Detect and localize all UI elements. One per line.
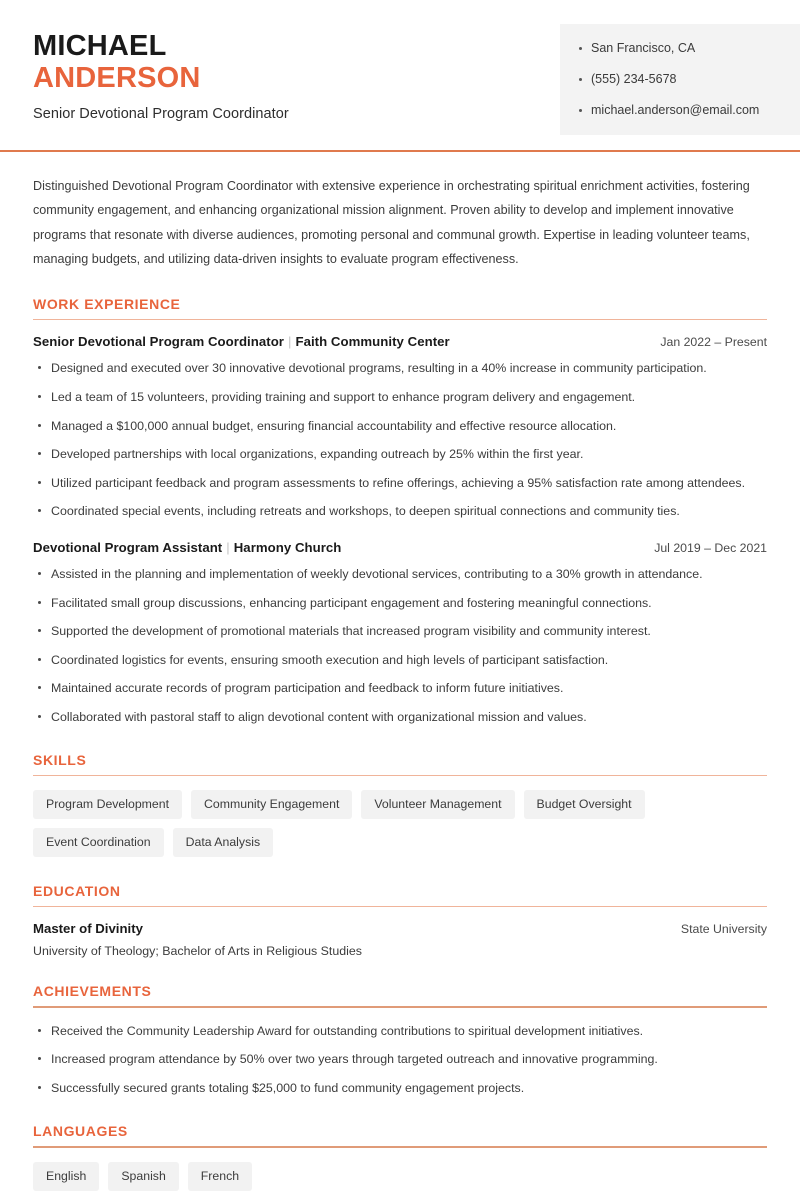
section-rule-achievements (33, 1006, 767, 1008)
experience-title-line (33, 334, 450, 349)
language-tag: English (33, 1162, 99, 1191)
section-achievements (33, 983, 767, 1097)
skill-tag: Event Coordination (33, 828, 164, 857)
achievement-bullets (33, 1022, 767, 1098)
skills-tag-list (33, 790, 767, 857)
contact-list (578, 40, 786, 119)
education-detail: University of Theology; Bachelor of Arts in Religious Studies (33, 944, 362, 959)
education-degree: Master of Divinity (33, 921, 143, 937)
education-entry (33, 921, 767, 958)
experience-separator: | (226, 539, 230, 555)
education-school: State University (680, 922, 767, 937)
contact-item-location: San Francisco, CA (578, 40, 786, 57)
experience-bullet: Supported the development of promotional materials that increased program visibility and community interest. (33, 622, 767, 641)
experience-bullets (33, 359, 767, 521)
skill-tag: Volunteer Management (361, 790, 514, 819)
experience-bullet: Led a team of 15 volunteers, providing training and support to enhance program delivery and engagement. (33, 388, 767, 407)
section-skills (33, 752, 767, 857)
languages-tag-list (33, 1162, 767, 1191)
experience-role: Senior Devotional Program Coordinator (33, 334, 284, 350)
skill-tag: Budget Oversight (524, 790, 645, 819)
contact-item-phone[interactable]: (555) 234-5678 (578, 71, 786, 88)
section-work-experience (33, 296, 767, 727)
language-tag: Spanish (108, 1162, 178, 1191)
experience-role: Devotional Program Assistant (33, 539, 223, 555)
experience-dates: Jan 2022 – Present (660, 335, 767, 350)
achievement-bullet: Received the Community Leadership Award for outstanding contributions to spiritual development initiatives. (33, 1022, 767, 1041)
skill-tag: Community Engagement (191, 790, 352, 819)
section-education (33, 883, 767, 959)
experience-entry-head (33, 334, 767, 349)
experience-bullet: Facilitated small group discussions, enhancing participant engagement and fostering meaningful connections. (33, 594, 767, 613)
education-entry-head (33, 921, 767, 936)
experience-company: Faith Community Center (295, 334, 450, 350)
experience-bullet: Maintained accurate records of program participation and feedback to inform future initiatives. (33, 679, 767, 698)
experience-bullet: Developed partnerships with local organizations, expanding outreach by 25% within the first year. (33, 445, 767, 464)
experience-bullet: Coordinated logistics for events, ensuring smooth execution and high levels of participant satisfaction. (33, 651, 767, 670)
section-rule-skills (33, 775, 767, 777)
resume-header (0, 0, 800, 135)
experience-bullets (33, 565, 767, 727)
section-rule-languages (33, 1146, 767, 1148)
experience-title-line (33, 540, 341, 555)
experience-bullet: Assisted in the planning and implementation of weekly devotional services, contributing to a 30% growth in attendance. (33, 565, 767, 584)
name-first: MICHAEL (33, 30, 167, 62)
section-title-work-experience: WORK EXPERIENCE (33, 295, 181, 312)
achievement-bullet: Increased program attendance by 50% over two years through targeted outreach and innovative programming. (33, 1050, 767, 1069)
skill-tag: Data Analysis (173, 828, 274, 857)
experience-bullet: Coordinated special events, including retreats and workshops, to deepen spiritual connections and community ties. (33, 502, 767, 521)
experience-bullet: Designed and executed over 30 innovative devotional programs, resulting in a 40% increase in community participation. (33, 359, 767, 378)
experience-bullet: Managed a $100,000 annual budget, ensuring financial accountability and effective resource allocation. (33, 417, 767, 436)
candidate-job-title: Senior Devotional Program Coordinator (33, 105, 289, 122)
section-title-skills: SKILLS (33, 751, 87, 768)
header-divider (0, 150, 800, 152)
section-title-languages: LANGUAGES (33, 1123, 128, 1140)
candidate-name (33, 30, 560, 95)
experience-company: Harmony Church (233, 539, 342, 555)
section-title-achievements: ACHIEVEMENTS (33, 983, 152, 1000)
contact-item-email[interactable]: michael.anderson@email.com (578, 102, 786, 119)
achievement-bullet: Successfully secured grants totaling $25,000 to fund community engagement projects. (33, 1079, 767, 1098)
experience-entry (33, 334, 767, 521)
section-languages (33, 1123, 767, 1190)
name-last: ANDERSON (33, 62, 201, 95)
resume-content (0, 174, 800, 1191)
language-tag: French (188, 1162, 252, 1191)
section-title-education: EDUCATION (33, 882, 121, 899)
section-rule-work-experience (33, 319, 767, 321)
contact-box (560, 24, 800, 135)
section-rule-education (33, 906, 767, 908)
experience-separator: | (287, 334, 292, 350)
experience-bullet: Collaborated with pastoral staff to align devotional content with organizational mission and values. (33, 708, 767, 727)
header-identity (0, 24, 560, 122)
experience-entry-head (33, 540, 767, 555)
professional-summary: Distinguished Devotional Program Coordinator with extensive experience in orchestrating spiritual enrichment activities, fostering community engagement, and enhancing organizational mission alignment. Proven ability to develop and implement innovative programs that resonate with diverse audiences, promoting personal and communal growth. Expertise in leading volunteer teams, managing budgets, and utilizing data-driven insights to evaluate program effectiveness. (33, 178, 750, 267)
experience-dates: Jul 2019 – Dec 2021 (654, 540, 767, 555)
skill-tag: Program Development (33, 790, 182, 819)
experience-entry (33, 540, 767, 727)
experience-bullet: Utilized participant feedback and program assessments to refine offerings, achieving a 95% satisfaction rate among attendees. (33, 474, 767, 493)
